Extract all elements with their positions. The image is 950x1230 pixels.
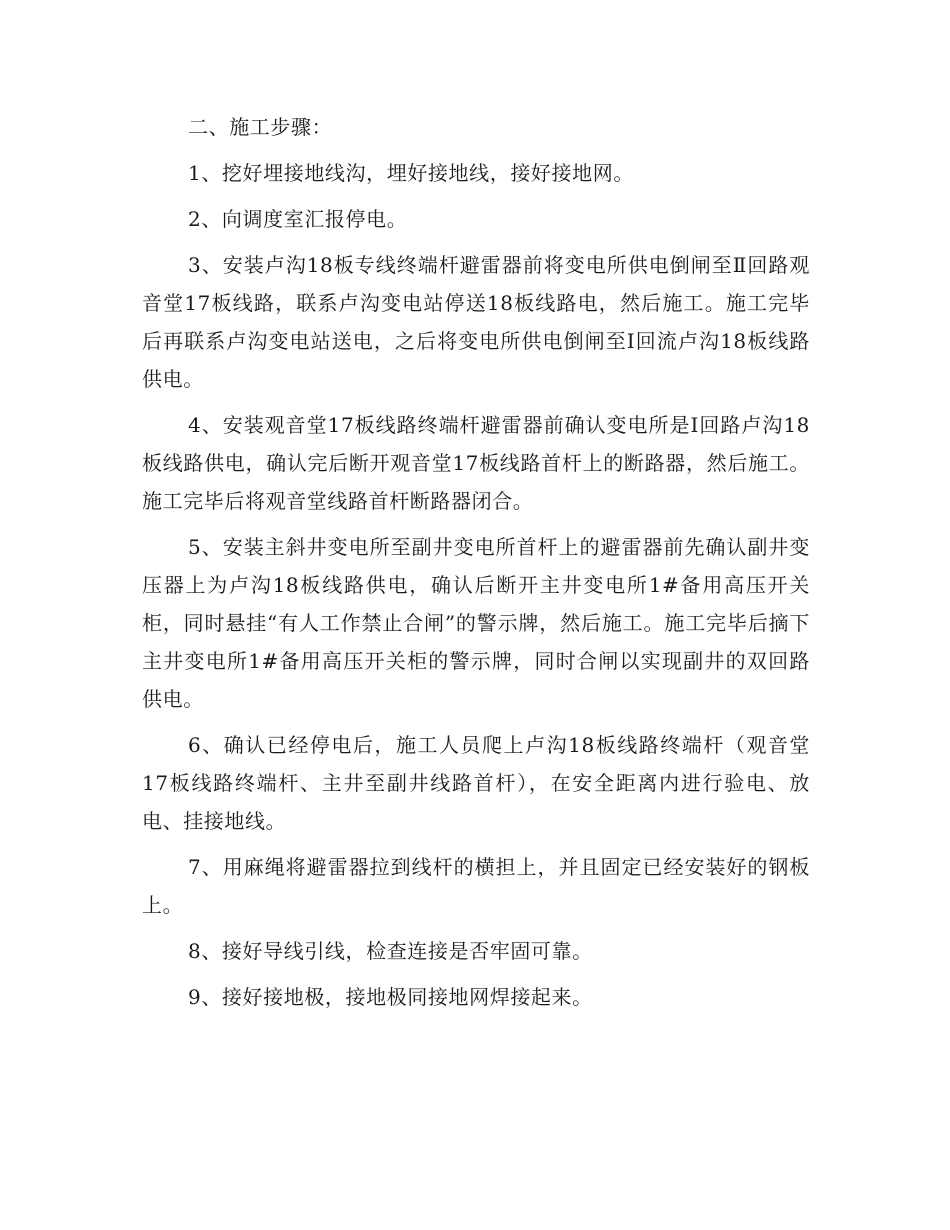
step-3: 3、安装卢沟18板专线终端杆避雷器前将变电所供电倒闸至Ⅱ回路观音堂17板线路，联系卢沟变电站停送18板线路电，然后施工。施工完毕后再联系卢沟变电站送电，之后将变电所供电倒闸至Ⅰ回流卢沟18板线路供电。 bbox=[142, 253, 810, 391]
step-9: 9、接好接地极，接地极同接地网焊接起来。 bbox=[188, 985, 593, 1009]
document-body bbox=[142, 108, 810, 1024]
step-2: 2、向调度室汇报停电。 bbox=[188, 207, 408, 231]
step-8: 8、接好导线引线，检查连接是否牢固可靠。 bbox=[188, 939, 593, 963]
step-7: 7、用麻绳将避雷器拉到线杆的横担上，并且固定已经安装好的钢板上。 bbox=[142, 855, 810, 917]
step-1: 1、挖好埋接地线沟，埋好接地线，接好接地网。 bbox=[188, 161, 634, 185]
section-heading: 二、施工步骤： bbox=[188, 115, 333, 139]
step-4: 4、安装观音堂17板线路终端杆避雷器前确认变电所是Ⅰ回路卢沟18板线路供电，确认完后断开观音堂17板线路首杆上的断路器，然后施工。施工完毕后将观音堂线路首杆断路器闭合。 bbox=[142, 413, 810, 513]
step-5: 5、安装主斜井变电所至副井变电所首杆上的避雷器前先确认副井变压器上为卢沟18板线路供电，确认后断开主井变电所1#备用高压开关柜，同时悬挂“有人工作禁止合闸”的警示牌，然后施工。施工完毕后摘下主井变电所1#备用高压开关柜的警示牌，同时合闸以实现副井的双回路供电。 bbox=[142, 535, 810, 711]
step-6: 6、确认已经停电后，施工人员爬上卢沟18板线路终端杆（观音堂17板线路终端杆、主井至副井线路首杆），在安全距离内进行验电、放电、挂接地线。 bbox=[142, 733, 810, 833]
